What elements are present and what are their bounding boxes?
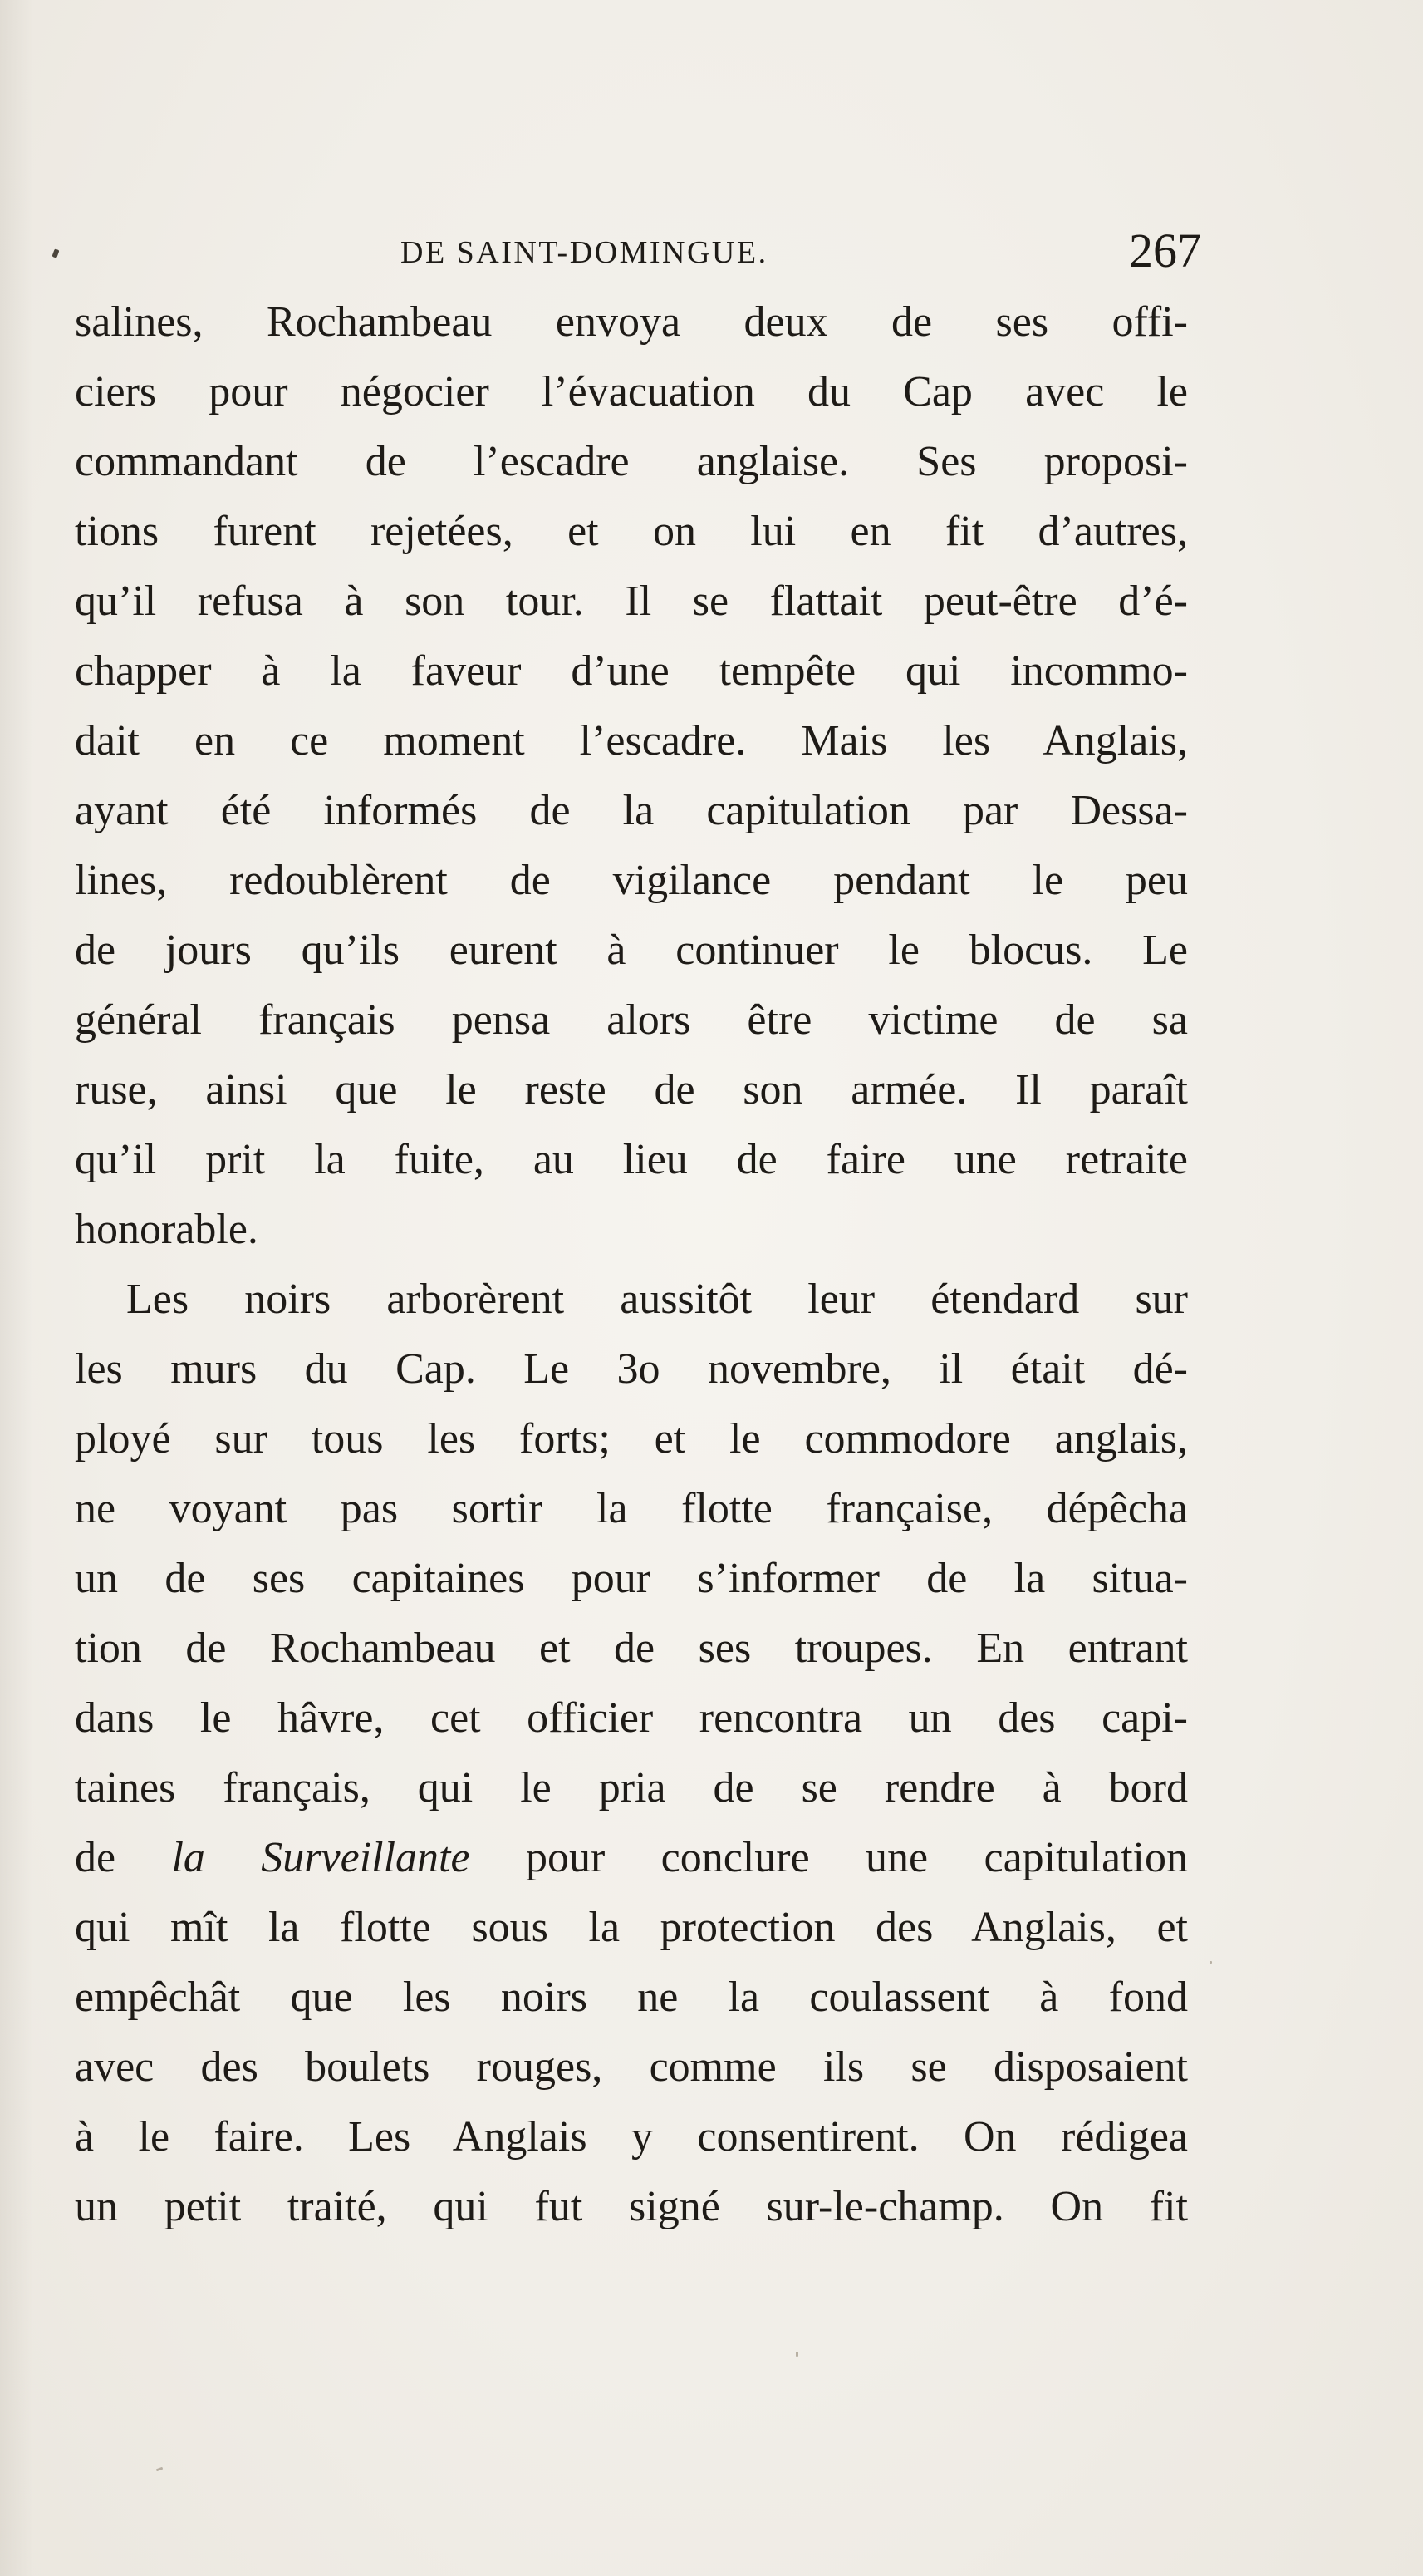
- text-line: honorable.: [75, 1206, 258, 1253]
- text-line: avec des boulets rouges, comme ils se disposaient: [75, 2043, 1188, 2091]
- body-text: [75, 288, 1188, 2242]
- text-line: ciers pour négocier l’évacuation du Cap avec le: [75, 368, 1188, 415]
- paper-fleck: [1210, 1961, 1212, 1964]
- text-segment: pour conclure une capitulation: [469, 1834, 1188, 1881]
- text-line: lines, redoublèrent de vigilance pendant le peu: [75, 857, 1188, 904]
- text-line: général français pensa alors être victime de sa: [75, 996, 1188, 1044]
- text-line: un petit traité, qui fut signé sur-le-champ. On fit: [75, 2183, 1188, 2230]
- text-line: tions furent rejetées, et on lui en fit d’autres,: [75, 508, 1188, 555]
- text-line: un de ses capitaines pour s’informer de la situa-: [75, 1555, 1188, 1602]
- text-line: ayant été informés de la capitulation par Dessa-: [75, 787, 1188, 834]
- text-line: empêchât que les noirs ne la coulassent à fond: [75, 1974, 1188, 2021]
- text-line: dans le hâvre, cet officier rencontra un des capi-: [75, 1694, 1188, 1742]
- text-line: dait en ce moment l’escadre. Mais les Anglais,: [75, 717, 1188, 764]
- text-line: ne voyant pas sortir la flotte française, dépêcha: [75, 1485, 1188, 1532]
- text-line: Les noirs arborèrent aussitôt leur étendard sur: [126, 1276, 1188, 1323]
- text-line: qu’il refusa à son tour. Il se flattait peut-être d’é-: [75, 578, 1188, 625]
- ship-name: la Surveillante: [171, 1834, 470, 1881]
- text-line: de jours qu’ils eurent à continuer le blocus. Le: [75, 927, 1188, 974]
- text-line: tion de Rochambeau et de ses troupes. En entrant: [75, 1625, 1188, 1672]
- binding-shadow: [0, 0, 33, 2576]
- text-line: à le faire. Les Anglais y consentirent. On rédigea: [75, 2113, 1188, 2161]
- paper-fleck: [156, 2467, 164, 2472]
- running-head: DE SAINT-DOMINGUE.: [400, 235, 768, 270]
- text-line: les murs du Cap. Le 3o novembre, il était dé-: [75, 1345, 1188, 1393]
- page-header: [75, 223, 1201, 289]
- text-segment: de: [75, 1834, 172, 1881]
- text-line: ruse, ainsi que le reste de son armée. Il paraît: [75, 1066, 1188, 1113]
- text-line: qu’il prit la fuite, au lieu de faire une retraite: [75, 1136, 1188, 1183]
- text-line: ployé sur tous les forts; et le commodore anglais,: [75, 1415, 1188, 1463]
- text-line: taines français, qui le pria de se rendre à bord: [75, 1764, 1188, 1812]
- paper-fleck: [796, 2352, 798, 2357]
- text-line: chapper à la faveur d’une tempête qui incommo-: [75, 647, 1188, 695]
- text-line: qui mît la flotte sous la protection des Anglais, et: [75, 1904, 1188, 1951]
- text-line: commandant de l’escadre anglaise. Ses proposi-: [75, 438, 1188, 485]
- text-line: salines, Rochambeau envoya deux de ses offi-: [75, 298, 1188, 346]
- text-line: [75, 1823, 1188, 1893]
- page-number: 267: [1129, 224, 1201, 278]
- ink-mark: [52, 248, 59, 258]
